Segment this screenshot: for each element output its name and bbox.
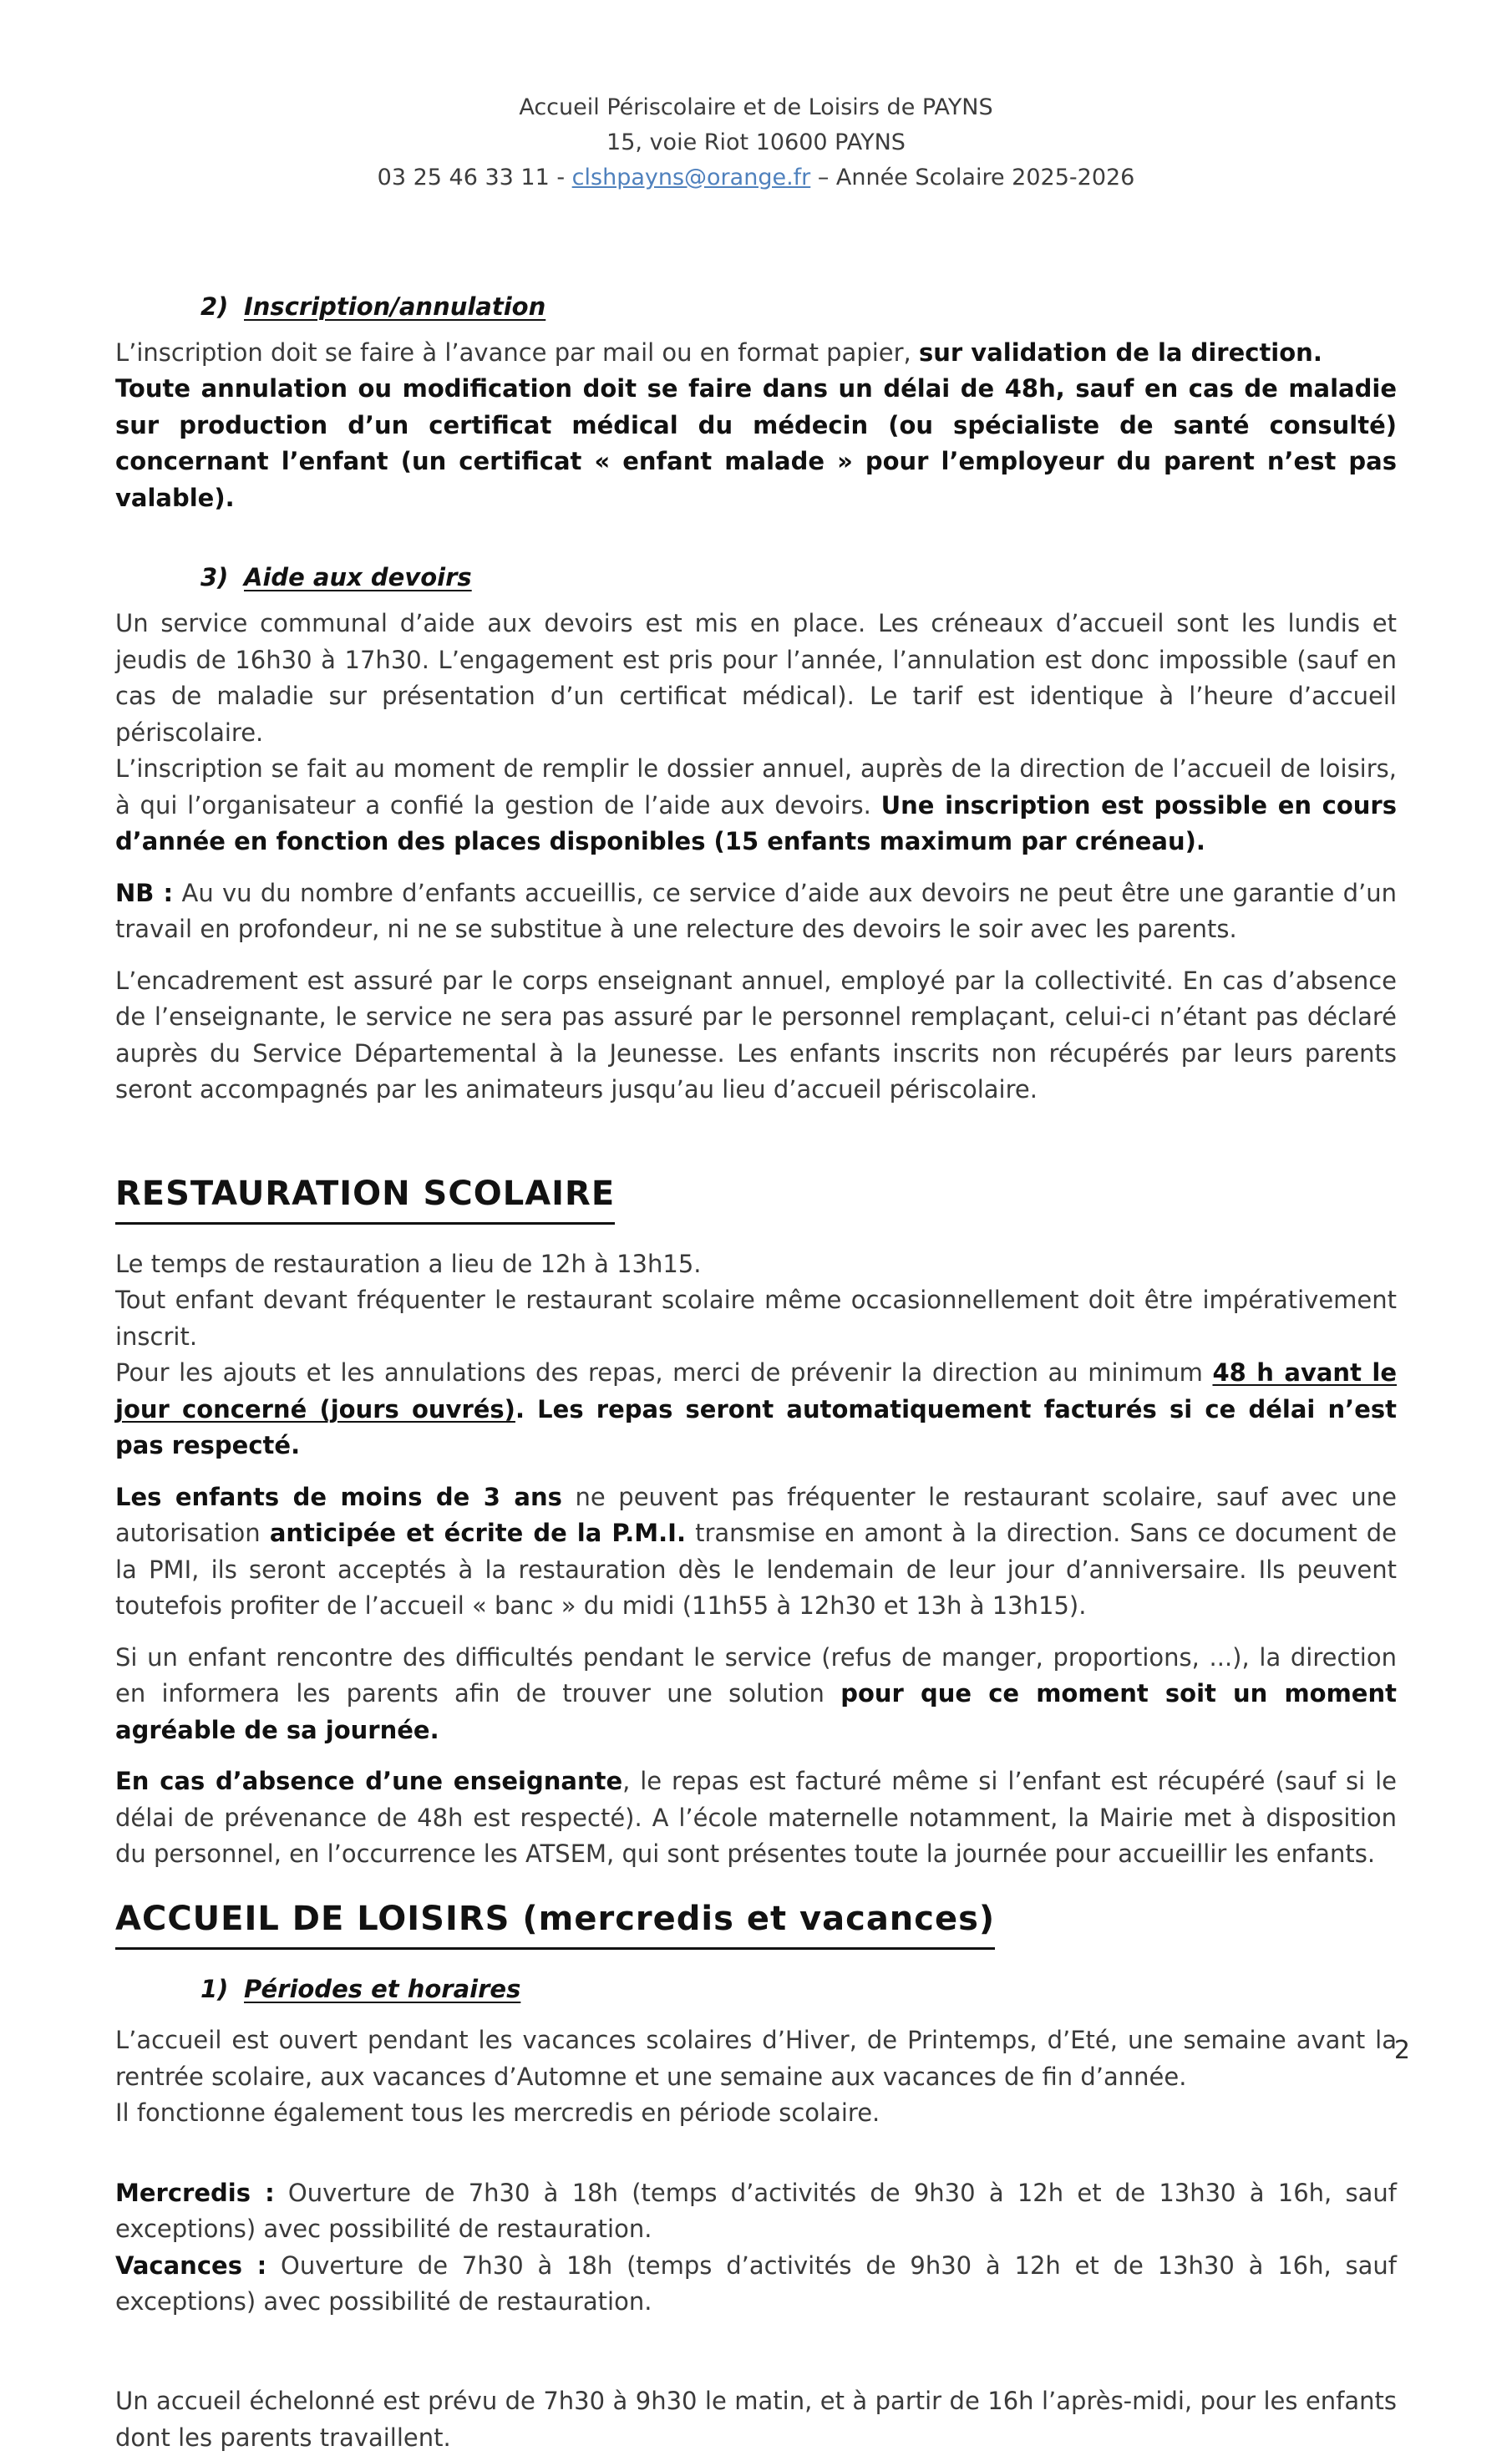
paragraph — [115, 1479, 1397, 1625]
paragraph — [115, 2095, 1397, 2132]
text-run: Au vu du nombre d’enfants accueillis, ce service d’aide aux devoirs ne peut être une garantie d’un travail en profondeur, ni ne se substitue à une relecture des devoirs le soir avec les parents. — [115, 878, 1397, 944]
paragraph — [115, 2383, 1397, 2456]
page-number: 2 — [1393, 2036, 1410, 2065]
heading-title: Périodes et horaires — [244, 1974, 521, 2003]
header-school-year: – Année Scolaire 2025-2026 — [810, 164, 1135, 190]
text-run: Toute annulation ou modification doit se faire dans un délai de 48h, sauf en cas de maladie sur production d’un certificat médical du médecin (ou spécialiste de santé consulté) concernant l’enfant (un certificat « enfant malade » pour l’employeur du parent n’est pas valable). — [115, 374, 1397, 512]
heading-title: Inscription/annulation — [244, 292, 546, 321]
section-title — [115, 1894, 1397, 1950]
text-run: Ouverture de 7h30 à 18h (temps d’activités de 9h30 à 12h et de 13h30 à 16h, sauf exceptions) avec possibilité de restauration. — [115, 2178, 1397, 2244]
paragraph — [115, 2175, 1397, 2248]
text-run: transmise en amont à la direction. Sans ce document de la PMI, ils seront acceptés à la restauration dès le lendemain de leur jour d’anniversaire. Ils peuvent toutefois profiter de l’accueil « banc » du midi (11h55 à 12h30 et 13h à 13h15). — [115, 1519, 1397, 1621]
text-run: Le temps de restauration a lieu de 12h à 13h15. — [115, 1249, 702, 1278]
paragraph — [115, 2248, 1397, 2321]
text-run: sur validation de la direction. — [919, 337, 1322, 367]
text-run: Mercredis : — [115, 2178, 275, 2207]
text-run: Tout enfant devant fréquenter le restaurant scolaire même occasionnellement doit être impérativement inscrit. — [115, 1286, 1397, 1351]
section-title-text: RESTAURATION SCOLAIRE — [115, 1169, 615, 1225]
paragraph — [115, 1355, 1397, 1464]
heading-title: Aide aux devoirs — [244, 563, 472, 592]
text-run: Les enfants de moins de 3 ans — [115, 1482, 562, 1511]
section-title — [115, 1169, 1397, 1225]
paragraph — [115, 2022, 1397, 2095]
numbered-heading — [115, 289, 1397, 326]
text-run: Il fonctionne également tous les mercredis en période scolaire. — [115, 2098, 880, 2128]
text-run: Pour les ajouts et les annulations des repas, merci de prévenir la direction au minimum — [115, 1358, 1213, 1388]
paragraph — [115, 1282, 1397, 1355]
paragraph — [115, 751, 1397, 860]
section-title-text: ACCUEIL DE LOISIRS (mercredis et vacances) — [115, 1894, 995, 1950]
text-run: L’inscription doit se faire à l’avance par mail ou en format papier, — [115, 337, 919, 367]
paragraph — [115, 335, 1397, 372]
heading-number: 3) — [200, 563, 229, 592]
text-run: , le repas est facturé même si l’enfant est récupéré (sauf si le délai de prévenance de 48h est respecté). A l’école maternelle notamment, la Mairie met à disposition du personnel, en l’occurrence les ATSEM, qui sont présentes toute la journée pour accueillir les enfants. — [115, 1767, 1397, 1869]
header-phone: 03 25 46 33 11 - — [377, 164, 572, 190]
heading-number: 1) — [200, 1974, 229, 2003]
text-run: ne peuvent pas fréquenter le restaurant scolaire, sauf avec une autorisation — [115, 1482, 1397, 1548]
paragraph — [115, 963, 1397, 1109]
text-run: Un accueil échelonné est prévu de 7h30 à 9h30 le matin, et à partir de 16h l’après-midi, pour les enfants dont les parents travaillent. — [115, 2387, 1397, 2452]
text-run: Un service communal d’aide aux devoirs est mis en place. Les créneaux d’accueil sont les lundis et jeudis de 16h30 à 17h30. L’engagement est pris pour l’année, l’annulation est donc impossible (sauf en cas de maladie sur présentation d’un certificat médical). Le tarif est identique à l’heure d’accueil périscolaire. — [115, 609, 1397, 747]
paragraph — [115, 371, 1397, 516]
numbered-heading — [115, 1971, 1397, 2008]
heading-number: 2) — [200, 292, 229, 321]
document-body — [115, 289, 1397, 2456]
text-run: Si un enfant rencontre des difficultés pendant le service (refus de manger, proportions, ...), la direction en informera les parents afin de trouver une solution — [115, 1642, 1397, 1708]
paragraph — [115, 1763, 1397, 1873]
numbered-heading — [115, 560, 1397, 596]
header-address: 15, voie Riot 10600 PAYNS — [606, 129, 906, 155]
paragraph — [115, 606, 1397, 751]
text-run: L’inscription se fait au moment de remplir le dossier annuel, auprès de la direction de l’accueil de loisirs, à qui l’organisateur a confié la gestion de l’aide aux devoirs. — [115, 754, 1397, 820]
paragraph — [115, 1246, 1397, 1283]
header-contact-line — [115, 160, 1397, 195]
email-link[interactable]: clshpayns@orange.fr — [571, 164, 811, 190]
header-title: Accueil Périscolaire et de Loisirs de PAYNS — [519, 94, 993, 120]
paragraph — [115, 875, 1397, 948]
text-run: NB : — [115, 878, 174, 907]
text-run: L’accueil est ouvert pendant les vacances scolaires d’Hiver, de Printemps, d’Eté, une semaine avant la rentrée scolaire, aux vacances d’Automne et une semaine aux vacances de fin d’année. — [115, 2026, 1397, 2091]
text-run: pour que ce moment soit un moment agréable de sa journée. — [115, 1679, 1397, 1744]
text-run: 48 h avant le jour concerné (jours ouvrés) — [115, 1358, 1398, 1423]
text-run: Vacances : — [115, 2250, 267, 2280]
text-run: anticipée et écrite de la P.M.I. — [269, 1519, 686, 1548]
text-run: Ouverture de 7h30 à 18h (temps d’activités de 9h30 à 12h et de 13h30 à 16h, sauf exceptions) avec possibilité de restauration. — [115, 2250, 1397, 2316]
document-header — [115, 90, 1397, 195]
text-run: L’encadrement est assuré par le corps enseignant annuel, employé par la collectivité. En cas d’absence de l’enseignante, le service ne sera pas assuré par le personnel remplaçant, celui-ci n’étant pas déclaré auprès du Service Départemental à la Jeunesse. Les enfants inscrits non récupérés par leurs parents seront accompagnés par les animateurs jusqu’au lieu d’accueil périscolaire. — [115, 966, 1397, 1104]
text-run: Une inscription est possible en cours d’année en fonction des places disponibles (15 enfants maximum par créneau). — [115, 790, 1397, 856]
text-run: . Les repas seront automatiquement facturés si ce délai n’est pas respecté. — [115, 1394, 1397, 1460]
text-run: En cas d’absence d’une enseignante — [115, 1767, 623, 1796]
paragraph — [115, 1640, 1397, 1749]
